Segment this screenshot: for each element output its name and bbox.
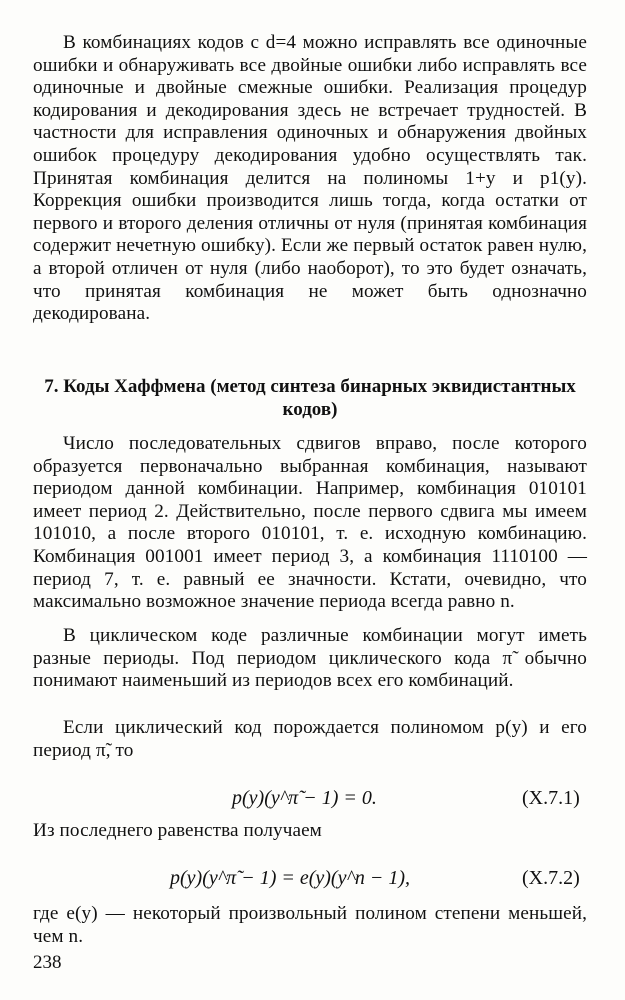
page-number: 238 bbox=[33, 952, 62, 973]
paragraph-arbitrary-polynomial: где e(y) — некоторый произвольный полином степени меньшей, чем n. bbox=[33, 903, 587, 947]
formula-x-7-1: p(y)(y^π̃ − 1) = 0. bbox=[232, 787, 377, 809]
paragraph-from-equality: Из последнего равенства получаем bbox=[33, 820, 322, 841]
equation-number-x-7-2: (X.7.2) bbox=[522, 867, 580, 889]
section-heading: 7. Коды Хаффмена (метод синтеза бинарных эквидистантных кодов) bbox=[44, 376, 576, 420]
formula-x-7-2: p(y)(y^π̃ − 1) = e(y)(y^n − 1), bbox=[170, 867, 411, 889]
paragraph-polynomial-condition: Если циклический код порождается полиномом p(y) и его период π̃, то bbox=[33, 717, 587, 761]
paragraph-cyclic-code-period: В циклическом коде различные комбинации могут иметь разные периоды. Под периодом циклического кода π̃ обычно понимают наименьший из периодов всех его комбинаций. bbox=[33, 625, 587, 692]
paragraph-error-correction: В комбинациях кодов с d=4 можно исправлять все одиночные ошибки и обнаруживать все двойные ошибки либо исправлять все одиночные и двойные смежные ошибки. Реализация процедур кодирования и декодирования здесь не встречает трудностей. В частности для исправления одиночных и обнаружения двойных ошибок процедуру декодирования удобно осуществлять так. Принятая комбинация делится на полиномы 1+y и p1(y). Коррекция ошибки производится лишь тогда, когда остатки от первого и второго деления отличны от нуля (принятая комбинация содержит нечетную ошибку). Если же первый остаток равен нулю, а второй отличен от нуля (либо наоборот), то это будет означать, что принятая комбинация не может быть однозначно декодирована. bbox=[33, 32, 587, 325]
equation-number-x-7-1: (X.7.1) bbox=[522, 787, 580, 809]
paragraph-period-definition: Число последовательных сдвигов вправо, после которого образуется первоначально выбранная комбинация, называют периодом данной комбинации. Например, комбинация 010101 имеет период 2. Действительно, после первого сдвига мы имеем 101010, а после второго 010101, т. е. исходную комбинацию. Комбинация 001001 имеет период 3, а комбинация 1110100 — период 7, т. е. равный ее значности. Кстати, очевидно, что максимально возможное значение периода всегда равно n. bbox=[33, 433, 587, 613]
